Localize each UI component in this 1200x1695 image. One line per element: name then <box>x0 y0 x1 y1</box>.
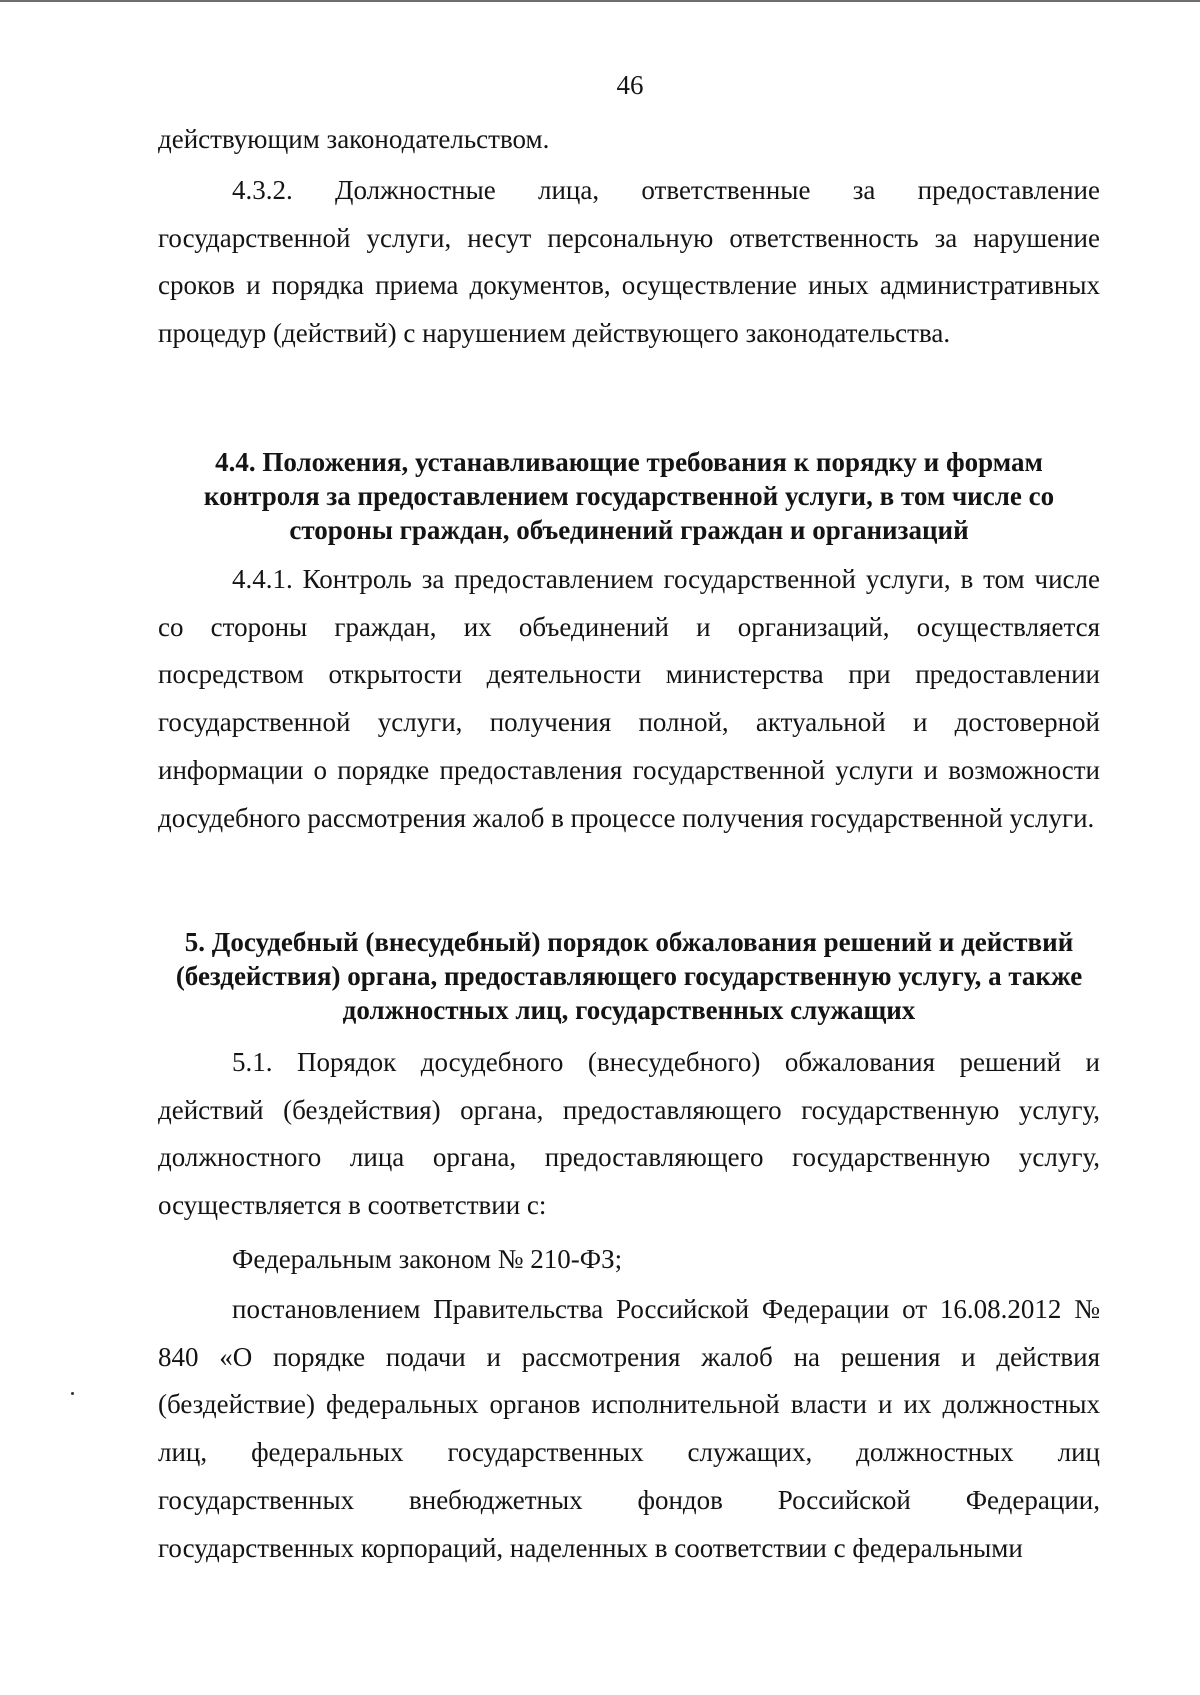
paragraph-continuation: действующим законодательством. <box>158 124 550 154</box>
section-heading-4-4: 4.4. Положения, устанавливающие требования к порядку и формам контроля за предоставлением государственной услуги, в том числе со стороны граждан, объединений граждан и организаций <box>203 447 1055 545</box>
paragraph-4-4-1: 4.4.1. Контроль за предоставлением государственной услуги, в том числе со стороны граждан, их объединений и организаций, осуществляется посредством открытости деятельности министерства при предоставлении государственной услуги, получения полной, актуальной и достоверной информации о порядке предоставления государственной услуги и возможности досудебного рассмотрения жалоб в процессе получения государственной услуги. <box>158 564 1100 833</box>
section-heading-5: 5. Досудебный (внесудебный) порядок обжалования решений и действий (бездействия) органа, предоставляющего государственную услугу, а также должностных лиц, государственных служащих <box>175 927 1083 1025</box>
paragraph-federal-law: Федеральным законом № 210-ФЗ; <box>232 1244 623 1274</box>
top-scan-edge <box>0 0 1200 2</box>
paragraph-4-3-2: 4.3.2. Должностные лица, ответственные за предоставление государственной услуги, несут персональную ответственность за нарушение сроков и порядка приема документов, осуществление иных административных процедур (действий) с нарушением действующего законодательства. <box>158 175 1100 349</box>
paragraph-government-decree: постановлением Правительства Российской Федерации от 16.08.2012 № 840 «О порядке подачи и рассмотрения жалоб на решения и действия (бездействие) федеральных органов исполнительной власти и их должностных лиц, федеральных государственных служащих, должностных лиц государственных внебюджетных фондов Российской Федерации, государственных корпораций, наделенных в соответствии с федеральными <box>158 1294 1100 1563</box>
paragraph-5-1: 5.1. Порядок досудебного (внесудебного) обжалования решений и действий (бездействия) органа, предоставляющего государственную услугу, должностного лица органа, предоставляющего государственную услугу, осуществляется в соответствии с: <box>158 1047 1100 1221</box>
page-number: 46 <box>616 70 644 100</box>
scan-speck <box>71 1392 74 1395</box>
